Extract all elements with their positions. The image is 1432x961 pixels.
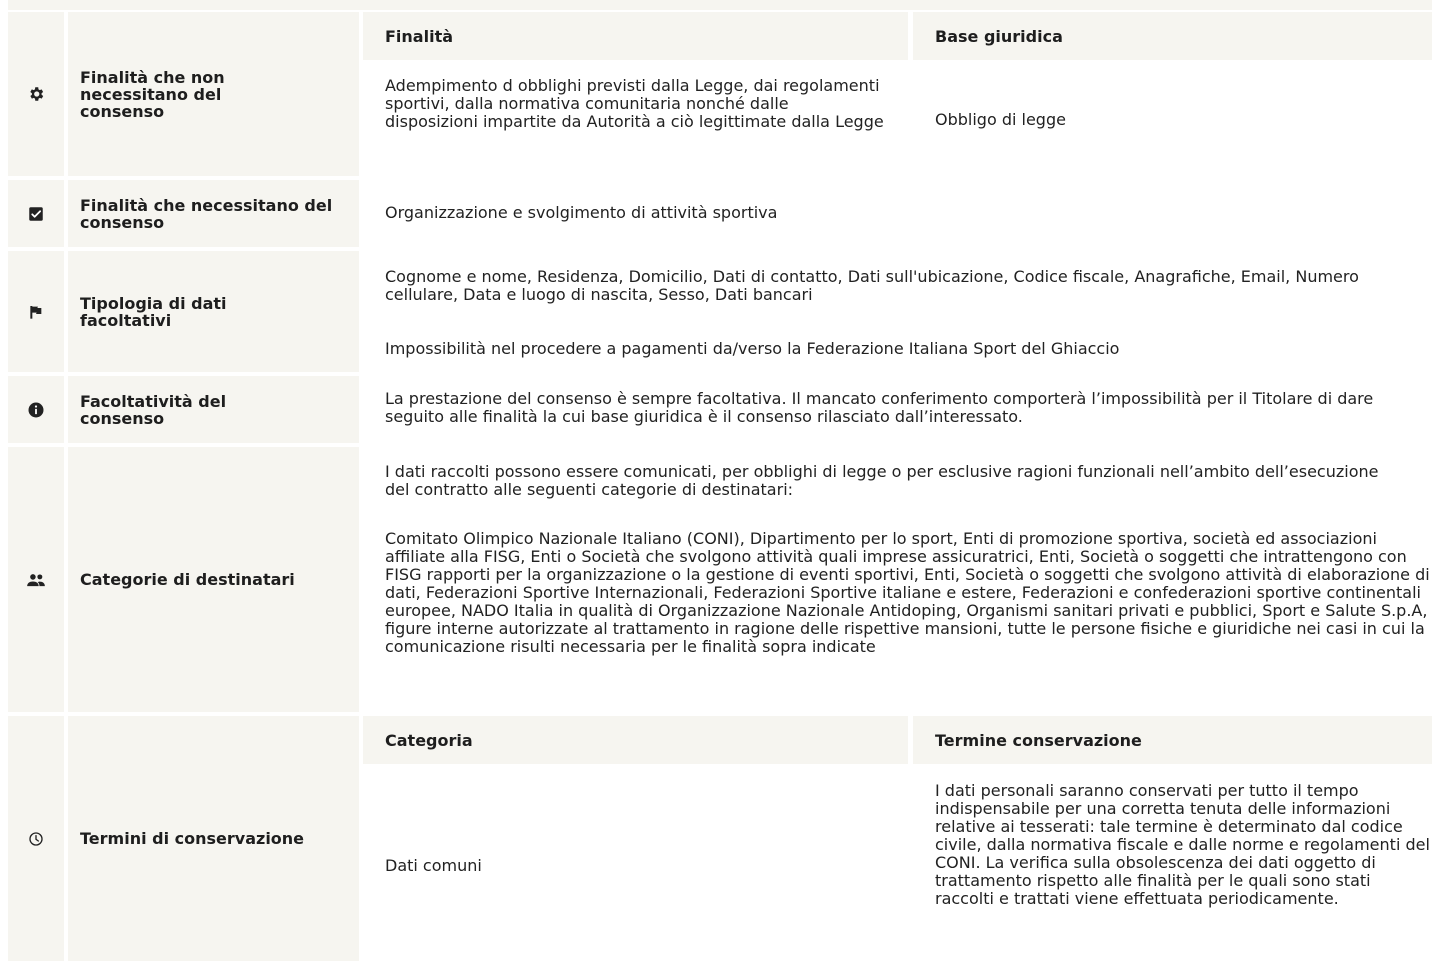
retention-category: Dati comuni	[385, 856, 482, 875]
row-label-cell	[68, 180, 359, 247]
retention-term-text: I dati personali saranno conservati per tutto il tempo indispensabile per una corretta tenuta delle informazioni relative ai tesserati: tale termine è determinato dal codice civile, dalla normativa fiscale e dalle norme e regolamenti del CONI. La verifica sulla obsolescenza dei dati oggetto di trattamento rispetto alle finalità per le quali sono stati raccolti e trattati viene effettuata periodicamente.	[935, 781, 1430, 908]
column-header-label: Termine conservazione	[935, 730, 1142, 750]
optional-consent-text: La prestazione del consenso è sempre facoltativa. Il mancato conferimento comporterà l’impossibilità per il Titolare di dare seguito alle finalità la cui base giuridica è il consenso rilasciato dall’interessato.	[385, 389, 1374, 426]
row-label-cell	[68, 447, 359, 712]
column-header-category	[363, 716, 908, 764]
row-label: Finalità che non necessitano del consenso	[80, 67, 225, 121]
row-icon-cell	[8, 251, 64, 372]
row-recipients	[0, 447, 1432, 712]
column-header-label: Finalità	[385, 26, 454, 46]
table-top-border	[8, 0, 1432, 10]
column-header-label: Categoria	[385, 730, 473, 750]
row-label: Finalità che necessitano del consenso	[80, 195, 333, 232]
legal-basis-text: Obbligo di legge	[935, 110, 1066, 129]
row-label: Categorie di destinatari	[80, 570, 295, 589]
row-label-cell	[68, 376, 359, 443]
checkbox-icon	[27, 205, 45, 223]
column-header-purpose	[363, 12, 908, 60]
row-no-consent	[0, 12, 1432, 176]
row-label-cell	[68, 12, 359, 176]
row-consent	[0, 180, 1432, 247]
users-icon	[26, 572, 46, 588]
row-icon-cell	[8, 447, 64, 712]
info-icon	[27, 401, 45, 419]
optional-data-consequence: Impossibilità nel procedere a pagamenti da/verso la Federazione Italiana Sport del Ghiaccio	[385, 339, 1120, 358]
column-header-label: Base giuridica	[935, 26, 1063, 46]
flag-icon	[28, 304, 44, 320]
consent-purpose-text: Organizzazione e svolgimento di attività sportiva	[385, 203, 778, 222]
recipients-list: Comitato Olimpico Nazionale Italiano (CONI), Dipartimento per lo sport, Enti di promozione sportiva, società ed associazioni affiliate alla FISG, Enti o Società che svolgono attività quali imprese assicuratrici, Enti, Società o soggetti che intrattengono con FISG rapporti per la organizzazione o la gestione di eventi sportivi, Enti, Società o soggetti che svolgono attività di elaborazione di dati, Federazioni Sportive Internazionali, Federazioni Sportive italiane e estere, Federazioni e confederazioni sportive continentali europee, NADO Italia in qualità di Organizzazione Nazionale Antidoping, Organismi sanitari privati e pubblici, Sport e Salute S.p.A, figure interne autorizzate al trattamento in ragione delle rispettive mansioni, tutte le persone fisiche e giuridiche nei casi in cui la comunicazione risulti necessaria per le finalità sopra indicate	[385, 529, 1430, 656]
row-optional-consent	[0, 376, 1432, 443]
row-icon-cell	[8, 376, 64, 443]
row-label: Facoltatività del consenso	[80, 391, 227, 428]
row-label: Tipologia di dati facoltativi	[80, 293, 227, 330]
clock-icon	[28, 831, 44, 847]
row-optional-data	[0, 251, 1432, 372]
gear-icon	[27, 85, 45, 103]
optional-data-list: Cognome e nome, Residenza, Domicilio, Dati di contatto, Dati sull'ubicazione, Codice fiscale, Anagrafiche, Email, Numero cellulare, Data e luogo di nascita, Sesso, Dati bancari	[385, 267, 1359, 304]
row-label-cell	[68, 716, 359, 961]
recipients-intro: I dati raccolti possono essere comunicati, per obblighi di legge o per esclusive ragioni funzionali nell’ambito dell’esecuzione del contratto alle seguenti categorie di destinatari:	[385, 462, 1379, 499]
row-icon-cell	[8, 180, 64, 247]
purpose-text: Adempimento d obblighi previsti dalla Legge, dai regolamenti sportivi, dalla normativa comunitaria nonché dalle disposizioni impartite da Autorità a ciò legittimate dalla Legge	[385, 76, 884, 131]
column-header-retention-term	[913, 716, 1432, 764]
row-icon-cell	[8, 716, 64, 961]
column-header-legal-basis	[913, 12, 1432, 60]
row-label-cell	[68, 251, 359, 372]
row-icon-cell	[8, 12, 64, 176]
row-retention	[0, 716, 1432, 961]
row-label: Termini di conservazione	[80, 829, 305, 848]
